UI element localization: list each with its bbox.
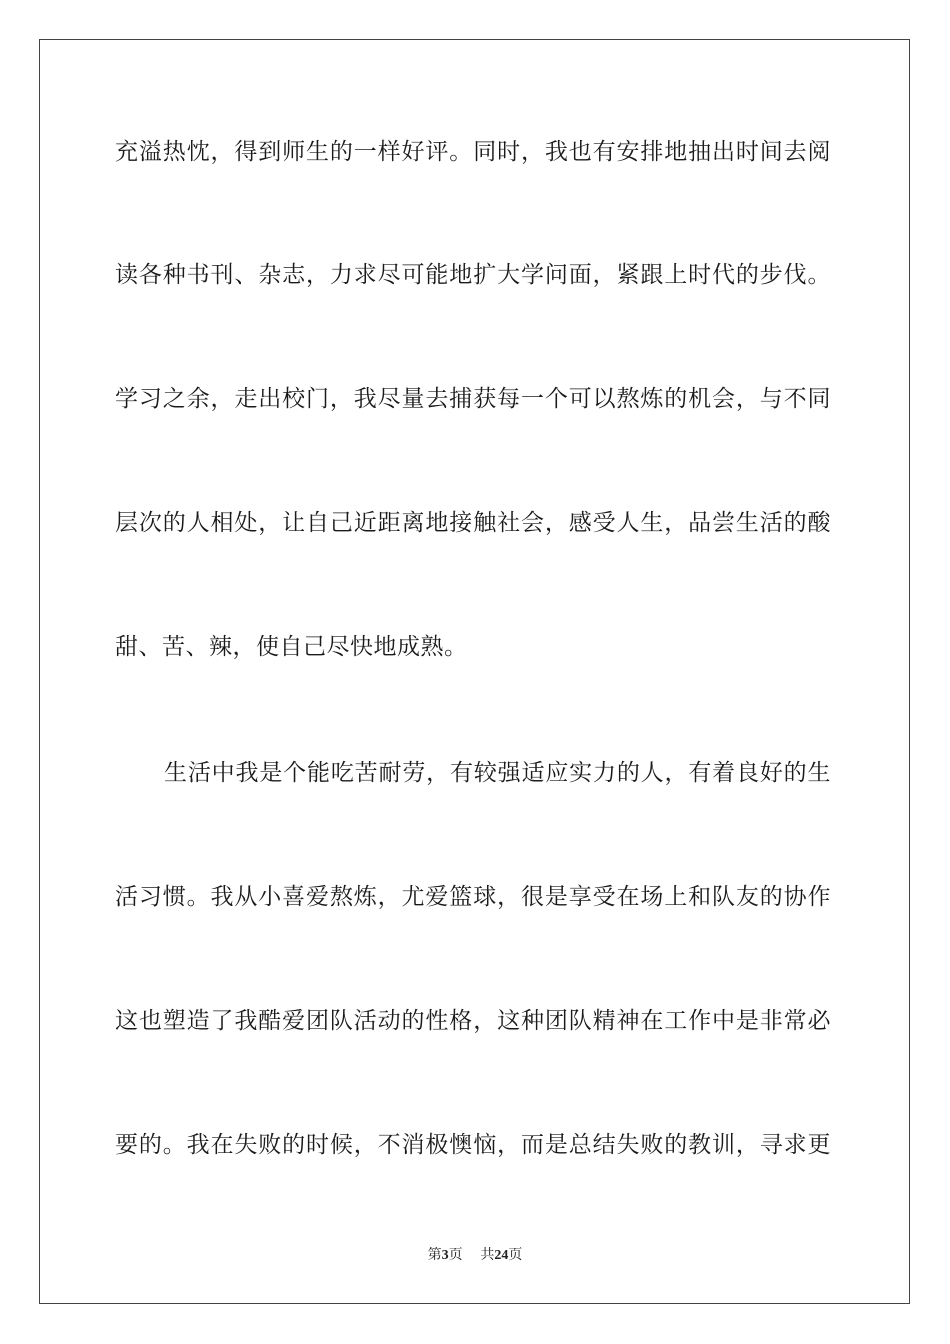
text-line-1: 充溢热忱，得到师生的一样好评。同时，我也有安排地抽出时间去阅 bbox=[115, 139, 831, 165]
text-line-8: 这也塑造了我酷爱团队活动的性格，这种团队精神在工作中是非常必 bbox=[115, 1008, 831, 1034]
footer-page-prefix: 第 bbox=[427, 1247, 442, 1263]
text-line-4: 层次的人相处，让自己近距离地接触社会，感受人生，品尝生活的酸 bbox=[115, 510, 831, 536]
page-footer bbox=[0, 1246, 950, 1265]
footer-page-number: 3 bbox=[441, 1248, 449, 1263]
footer-total-pages: 24 bbox=[494, 1248, 509, 1263]
text-line-3: 学习之余，走出校门，我尽量去捕获每一个可以熬炼的机会，与不同 bbox=[115, 386, 831, 412]
footer-page-suffix: 页 bbox=[448, 1247, 463, 1263]
text-line-2: 读各种书刊、杂志，力求尽可能地扩大学问面，紧跟上时代的步伐。 bbox=[115, 262, 831, 288]
text-line-6: 生活中我是个能吃苦耐劳，有较强适应实力的人，有着良好的生 bbox=[164, 760, 831, 786]
text-line-7: 活习惯。我从小喜爱熬炼，尤爱篮球，很是享受在场上和队友的协作 bbox=[115, 884, 831, 910]
text-line-5: 甜、苦、辣，使自己尽快地成熟。 bbox=[115, 634, 468, 660]
text-line-9: 要的。我在失败的时候，不消极懊恼，而是总结失败的教训，寻求更 bbox=[115, 1132, 831, 1158]
page-frame bbox=[39, 39, 910, 1304]
footer-total-prefix: 共 bbox=[480, 1247, 495, 1263]
footer-total-suffix: 页 bbox=[508, 1247, 523, 1263]
